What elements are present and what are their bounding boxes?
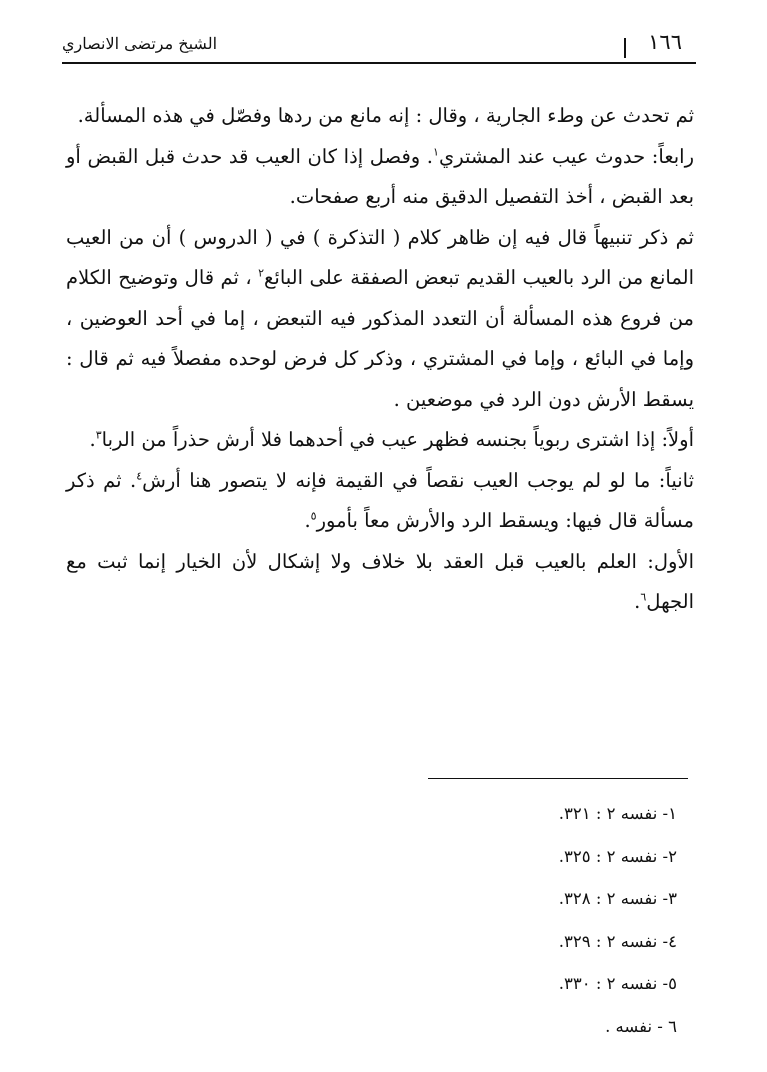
footnote-item: ٣- نفسه ٢ : ٣٢٨. <box>558 889 677 908</box>
paragraph <box>66 96 694 137</box>
page-number: ١٦٦ <box>648 30 682 54</box>
footnote-item: ٤- نفسه ٢ : ٣٢٩. <box>558 931 677 951</box>
paragraph-text: أولاً: إذا اشترى ربوياً بجنسه فظهر عيب في أحدهما فلا أرش حذراً من الربا <box>101 428 694 451</box>
footnotes-list <box>417 793 677 1048</box>
paragraph <box>66 218 694 421</box>
paragraph-text: ثم ذكر تنبيهاً قال فيه إن ظاهر كلام ( التذكرة ) في ( الدروس ) أن من العيب المانع من الرد بالعيب القديم تبعض الصفقة على البائع <box>66 225 695 289</box>
paragraph-text: . ثم ذكر مسألة قال فيها: ويسقط الرد والأرش معاً بأمور <box>66 468 694 532</box>
footnote-ref[interactable]: ٢ <box>258 266 265 280</box>
paragraph-text: . <box>304 509 311 532</box>
running-header <box>62 30 696 64</box>
paragraph <box>66 542 694 623</box>
footnote-item: ٥- نفسه ٢ : ٣٣٠. <box>558 974 677 993</box>
footnote-item: ١- نفسه ٢ : ٣٢١. <box>558 804 677 823</box>
paragraph-text: ثم تحدث عن وطء الجارية ، وقال : إنه مانع من ردها وفصّل في هذه المسألة. <box>77 104 694 127</box>
paragraph-text: ، ثم قال وتوضيح الكلام من فروع هذه المسألة أن التعدد المذكور فيه التبعض ، إما في أحد العوضين ، وإما في البائع ، وإما في المشتري ، وذكر كل فرض لوحده مفصلاً فيه ثم قال : يسقط الأرش دون الرد في موضعين . <box>66 266 694 411</box>
paragraph <box>66 137 694 218</box>
footnote-separator <box>428 778 688 779</box>
paragraph-text: . وفصل إذا كان العيب قد حدث قبل القبض أو بعد القبض ، أخذ التفصيل الدقيق منه أربع صفحات. <box>66 144 694 208</box>
paragraph-text: . <box>634 590 641 613</box>
footnote-ref[interactable]: ٣ <box>95 428 102 442</box>
running-title: الشيخ مرتضى الانصاري <box>62 34 218 53</box>
paragraph-text: رابعاً: حدوث عيب عند المشتري <box>438 144 694 168</box>
footnote-item: ٢- نفسه ٢ : ٣٢٥. <box>558 846 677 866</box>
paragraph <box>66 420 694 461</box>
paragraph-text: الأول: العلم بالعيب قبل العقد بلا خلاف ولا إشكال لأن الخيار إنما ثبت مع الجهل <box>66 549 694 613</box>
paragraph-text: . <box>89 428 96 451</box>
header-rule <box>62 62 696 64</box>
footnote-ref[interactable]: ٤ <box>136 469 143 482</box>
footnote-ref[interactable]: ٦ <box>640 590 647 604</box>
footnote-ref[interactable]: ٥ <box>310 509 317 523</box>
paragraph-text: ثانياً: ما لو لم يوجب العيب نقصاً في القيمة فإنه لا يتصور هنا أرش <box>142 468 695 492</box>
paragraph <box>66 461 694 542</box>
footnote-item: ٦ - نفسه . <box>605 1016 677 1036</box>
footnote-ref[interactable]: ١ <box>433 145 439 158</box>
header-tick-mark <box>624 38 626 58</box>
body-text <box>66 96 694 623</box>
